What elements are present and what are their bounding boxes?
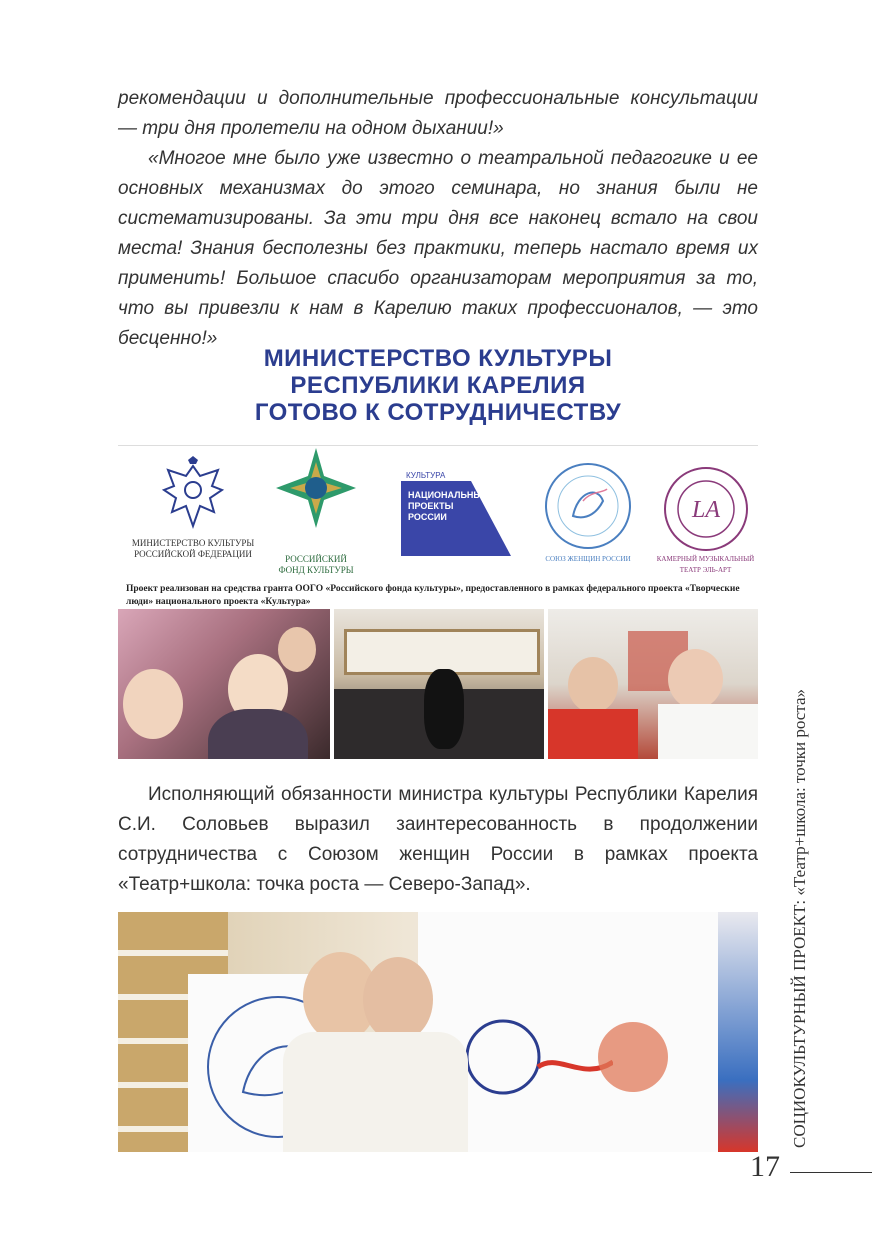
ministry-logo-label: МИНИСТЕРСТВО КУЛЬТУРЫ РОССИЙСКОЙ ФЕДЕРАЦИИ [131,538,255,559]
svg-text:LA: LA [691,497,721,523]
page-number: 17 [750,1150,780,1183]
photo-children-workshop [118,609,330,759]
photo-participants-banner [118,912,758,1152]
running-header-vertical: СОЦИОКУЛЬТУРНЫЙ ПРОЕКТ: «Театр+школа: точки роста» [790,688,809,1148]
heading-line-3: ГОТОВО К СОТРУДНИЧЕСТВУ [254,399,622,426]
quote-continuation: рекомендации и дополнительные профессиональные консультации — три дня пролетели на одном дыхании!» [118,88,758,139]
body-paragraph: Исполняющий обязанности министра культуры Республики Карелия С.И. Соловьев выразил заинтересованность в продолжении сотрудничества с Союзом женщин России в рамках проекта «Театр+школа: точка роста — Северо-Запад». [118,784,758,895]
logo-strip [118,446,758,581]
womens-union-emblem-icon [543,461,633,551]
natproj-top-label: КУЛЬТУРА [406,471,446,480]
heading-line-1: МИНИСТЕРСТВО КУЛЬТУРЫ [263,345,613,372]
section-heading [118,345,758,426]
theatre-logo-label: КАМЕРНЫЙ МУЗЫКАЛЬНЫЙ ТЕАТР ЭЛЬ-АРТ [656,555,755,574]
heading-line-2: РЕСПУБЛИКИ КАРЕЛИЯ [290,372,586,399]
quote-testimonial: «Многое мне было уже известно о театральной педагогике и ее основных механизмах до этого семинара, но знания были не систематизированы. За эти три дня все наконец встало на свои места! Знания бесполезны без практики, теперь настало время их применить! Большое спасибо организаторам мероприятия за то, что вы привезли к нам в Карелию таких профессионалов, — это бесценно!» [118,148,758,349]
page-number-rule [790,1172,872,1173]
photo-seminar-hall [334,609,544,759]
womens-union-label: СОЮЗ ЖЕНЩИН РОССИИ [545,555,631,563]
project-banner [118,445,758,759]
theatre-masks-icon [463,1012,613,1102]
natproj-label: НАЦИОНАЛЬНЫЕ ПРОЕКТЫ РОССИИ [408,490,489,522]
photo-training-session [548,609,758,759]
theatre-emblem-icon [663,466,749,552]
star-emblem-icon [276,448,356,528]
grant-notice: Проект реализован на средства гранта ООГО «Российского фонда культуры», предоставленного в рамках федерального проекта «Творческие люди» национального проекта «Культура» [126,584,740,607]
fund-logo-label: РОССИЙСКИЙ ФОНД КУЛЬТУРЫ [278,554,354,575]
eagle-emblem-icon [158,456,228,536]
